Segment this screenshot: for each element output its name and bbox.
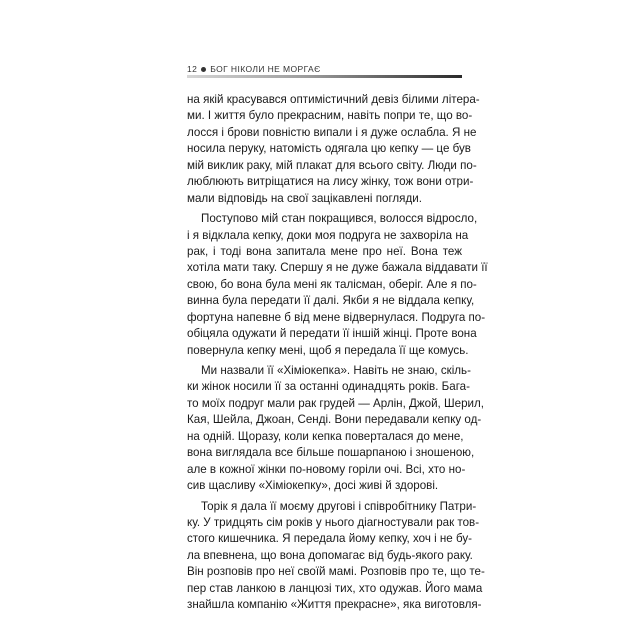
text-line: пер став ланкою в ланцюзі тих, хто одужав. Його мама: [187, 581, 483, 595]
text-line: свою, бо вона була мені як талісман, оберіг. Але я по-: [187, 277, 477, 291]
text-line: хотіла мати таку. Спершу я не дуже бажала віддавати її: [187, 261, 488, 275]
running-head: [187, 62, 462, 76]
text-line: ми. І життя було прекрасним, навіть попри те, що во-: [187, 109, 473, 123]
text-line: на одній. Щоразу, коли кепка поверталася до мене,: [187, 429, 464, 443]
text-line: мій виклик раку, мій плакат для всього світу. Люди по-: [187, 158, 477, 172]
text-line: але в кожної жінки по-новому горіли очі. Всі, хто но-: [187, 462, 466, 476]
text-line: мали відповідь на свої зацікавлені погляди.: [187, 191, 422, 205]
text-line: повернула кепку мені, щоб я передала її ще комусь.: [187, 343, 469, 357]
text-line: вона виглядала все більше пошарпаною і зношеною,: [187, 446, 475, 460]
text-line: фортуна напевне б від мене відвернулася. Подруга по-: [187, 310, 486, 324]
text-line: Кая, Шейла, Джоан, Сенді. Вони передавали кепку од-: [187, 413, 482, 427]
text-line: Поступово мій стан покращився, волосся відросло,: [201, 212, 478, 226]
text-line: на якій красувався оптимістичний девіз білими літера-: [187, 93, 480, 106]
text-line: сив щасливу «Хіміокепку», досі живі й здорові.: [187, 479, 439, 493]
text-line: ла впевнена, що вона допомагає від будь-якого раку.: [187, 548, 473, 562]
text-line: Торік я дала її моєму другові і співробітнику Патри-: [201, 499, 477, 513]
body-text: [187, 92, 488, 614]
text-line: і я відклала кепку, доки моя подруга не захворіла на: [187, 228, 469, 242]
text-line: знайшла компанію «Життя прекрасне», яка виготовля-: [187, 598, 482, 612]
text-line: стого кишечника. Я передала йому кепку, хоч і не бу-: [187, 532, 473, 546]
text-line: обіцяла одужати й передати її іншій жінці. Проте вона: [187, 327, 477, 341]
text-line: ку. У тридцять сім років у нього діагностували рак тов-: [187, 515, 480, 529]
text-line: носила перуку, натомість одягала цю кепку — це був: [187, 142, 471, 156]
text-line: лосся і брови повністю випали і я дуже ослабла. Я не: [187, 125, 477, 139]
text-line: Ми назвали її «Хіміокепка». Навіть не знаю, скіль-: [201, 364, 471, 377]
text-line: винна була передати її далі. Якби я не віддала кепку,: [187, 294, 475, 308]
text-line: ки жінок носили її за останні одинадцять років. Бага-: [187, 380, 470, 394]
page-number: 12: [187, 64, 198, 74]
text-line: то моїх подруг мали рак грудей — Арлін, Джой, Шерил,: [187, 396, 484, 410]
header-rule: [187, 75, 462, 78]
running-head-title: БОГ НІКОЛИ НЕ МОРГАЄ: [210, 64, 321, 74]
text-line: Він розповів про неї своїй мамі. Розповів про те, що те-: [187, 565, 485, 579]
bullet-icon: [201, 67, 206, 72]
text-line: рак, і тоді вона запитала мене про неї. Вона теж: [187, 244, 462, 258]
text-line: люблюють витріщатися на лису жінку, тож вони отри-: [187, 175, 474, 189]
